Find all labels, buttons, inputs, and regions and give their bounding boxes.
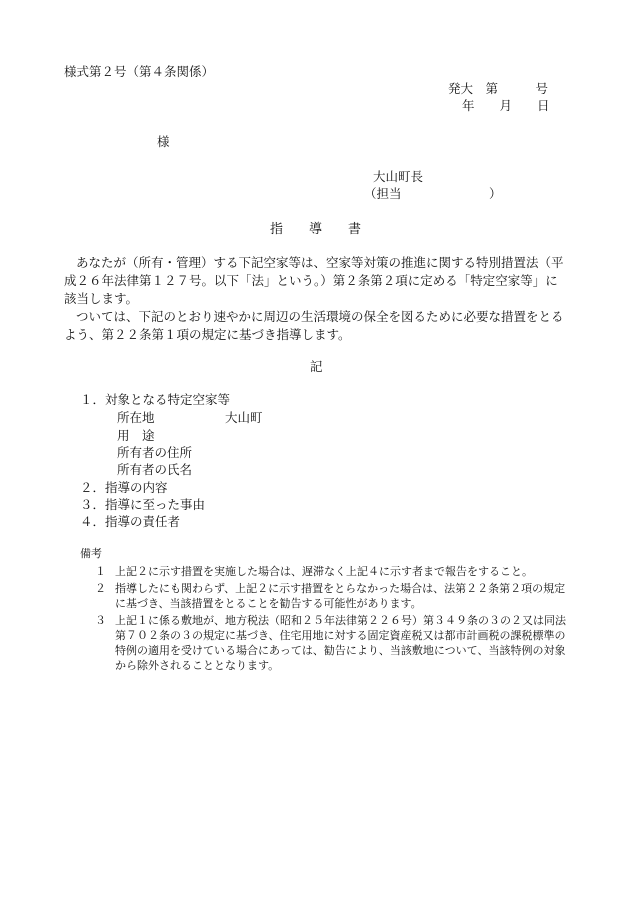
document-number: 発大 第 号	[448, 81, 549, 96]
remarks-list	[95, 564, 570, 673]
remark-text: 指導したにも関わらず、上記２に示す措置をとらなかった場合は、法第２２条第２項の規定に基づき、当該措置をとることを勧告する可能性があります。	[115, 582, 566, 610]
remarks-heading: 備考	[80, 547, 102, 560]
item-3-label: ３．指導に至った事由	[80, 497, 206, 512]
owner-name-label: 所有者の氏名	[117, 462, 193, 477]
remark-item	[95, 564, 570, 579]
body-paragraph-1: あなたが（所有・管理）する下記空家等は、空家等対策の推進に関する特別措置法（平成２６年法律第１２７号。以下「法」という。）第２条第２項に定める「特定空家等」に該当します。	[64, 255, 564, 306]
form-title: 様式第２号（第４条関係）	[64, 64, 215, 79]
sender-contact: （担当 ）	[364, 186, 502, 201]
remark-text: 上記１に係る敷地が、地方税法（昭和２５年法律第２２６号）第３４９条の３の２又は同法第７０２条の３の規定に基づき、住宅用地に対する固定資産税又は都市計画税の課税標準の特例の適用を受けている場合にあっては、勧告により、当該敷地について、当該特例の対象から除外されることとなります。	[115, 614, 566, 672]
sender-name: 大山町長	[373, 169, 424, 184]
issue-date: 年 月 日	[462, 98, 550, 113]
remark-text: 上記２に示す措置を実施した場合は、遅滞なく上記４に示す者まで報告をすること。	[115, 565, 533, 578]
remark-number: ２	[95, 582, 106, 595]
document-title: 指 導 書	[270, 222, 362, 237]
body-text	[64, 254, 568, 344]
item-1-label: １．対象となる特定空家等	[80, 392, 231, 407]
item-2-label: ２．指導の内容	[80, 480, 168, 495]
remark-number: ３	[95, 614, 106, 627]
location-label: 所在地	[117, 410, 155, 425]
remark-number: １	[95, 565, 106, 578]
owner-address-label: 所有者の住所	[117, 445, 193, 460]
location-value: 大山町	[225, 410, 263, 425]
ki-heading: 記	[310, 359, 323, 374]
remark-item	[95, 581, 570, 611]
remark-item	[95, 613, 570, 673]
use-label: 用 途	[117, 428, 155, 443]
body-paragraph-2: ついては、下記のとおり速やかに周辺の生活環境の保全を図るために必要な措置をとるよう、第２２条第１項の規定に基づき指導します。	[64, 309, 564, 342]
recipient-honorific: 様	[157, 134, 170, 149]
item-4-label: ４．指導の責任者	[80, 514, 181, 529]
